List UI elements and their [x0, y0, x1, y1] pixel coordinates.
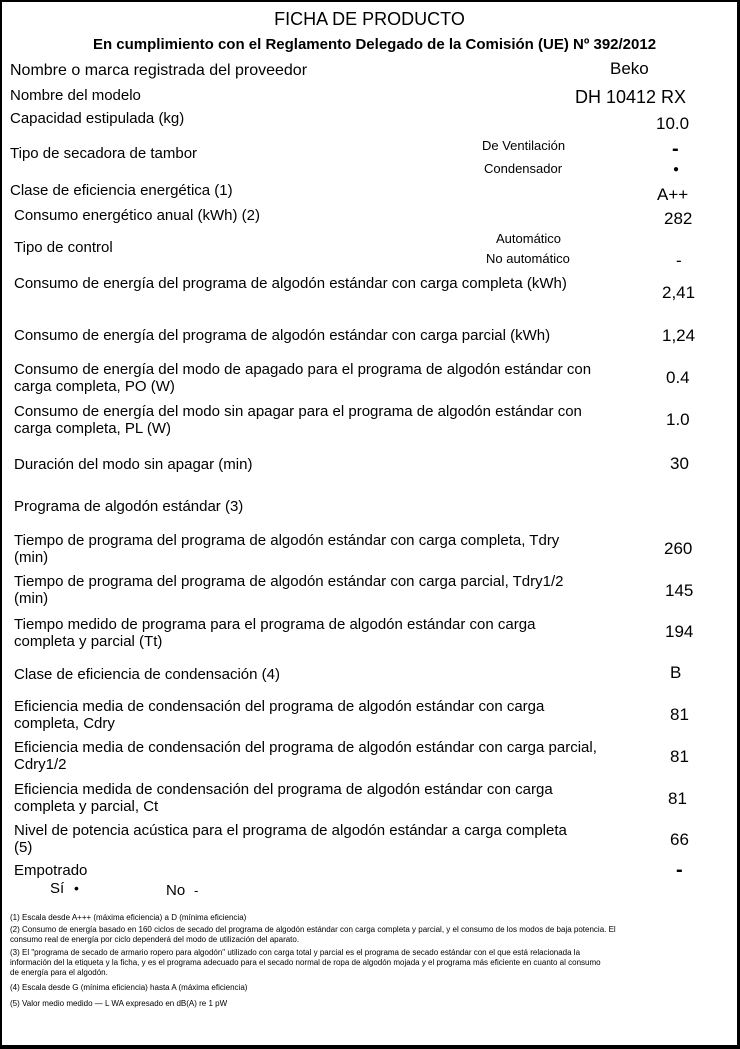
built-in-value: -	[676, 859, 683, 881]
tt-label: Tiempo medido de programa para el programa de algodón estándar con carga completa y parcial (Tt)	[14, 616, 536, 650]
non-automatic-option-value: -	[676, 251, 682, 270]
automatic-option-label: Automático	[496, 231, 562, 246]
cdry-half-label: Eficiencia media de condensación del programa de algodón estándar con carga parcial, Cdry1/2	[14, 739, 597, 773]
left-on-mode-value: 1.0	[666, 410, 690, 429]
footnote-2: (2) Consumo de energía basado en 160 ciclos de secado del programa de algodón estándar con carga completa y parcial, y el consumo de los modos de baja potencia. El consumo real de energía por ciclo dependerá del modo de utilización del aparato.	[10, 925, 616, 944]
cdry-label: Eficiencia media de condensación del programa de algodón estándar con carga completa, Cdry	[14, 698, 545, 732]
cdry-half-value: 81	[670, 747, 689, 766]
non-automatic-option-label: No automático	[486, 251, 570, 266]
model-value: DH 10412 RX	[575, 87, 687, 107]
supplier-value: Beko	[610, 59, 649, 78]
supplier-label: Nombre o marca registrada del proveedor	[10, 62, 308, 79]
ct-label: Eficiencia medida de condensación del programa de algodón estándar con carga completa y parcial, Ct	[14, 781, 553, 815]
sheet-title: FICHA DE PRODUCTO	[274, 9, 465, 29]
condenser-option-label: Condensador	[484, 161, 563, 176]
noise-label: Nivel de potencia acústica para el programa de algodón estándar a carga completa (5)	[14, 822, 567, 856]
ct-value: 81	[668, 789, 687, 808]
standard-program-label: Programa de algodón estándar (3)	[14, 498, 244, 515]
partial-load-energy-label: Consumo de energía del programa de algodón estándar con carga parcial (kWh)	[14, 327, 551, 344]
built-in-yes-label: Sí	[50, 880, 65, 897]
regulation-subtitle: En cumplimiento con el Reglamento Delegado de la Comisión (UE) Nº 392/2012	[92, 36, 657, 53]
off-mode-label: Consumo de energía del modo de apagado para el programa de algodón estándar con carga completa, PO (W)	[14, 361, 592, 395]
full-load-energy-label: Consumo de energía del programa de algodón estándar con carga completa (kWh)	[14, 275, 567, 292]
cdry-value: 81	[670, 705, 689, 724]
model-label: Nombre del modelo	[10, 87, 141, 104]
built-in-label: Empotrado	[14, 862, 88, 879]
annual-consumption-value: 282	[664, 209, 693, 228]
tdry-half-label: Tiempo de programa del programa de algodón estándar con carga parcial, Tdry1/2 (min)	[14, 573, 564, 607]
capacity-value: 10.0	[656, 114, 690, 133]
noise-value: 66	[670, 830, 689, 849]
built-in-yes-mark: •	[74, 880, 79, 896]
dryer-type-label: Tipo de secadora de tambor	[10, 145, 198, 162]
annual-consumption-label: Consumo energético anual (kWh) (2)	[14, 207, 260, 224]
built-in-no-mark: -	[194, 883, 199, 898]
partial-load-energy-value: 1,24	[662, 326, 696, 345]
energy-class-value: A++	[657, 185, 689, 204]
left-on-duration-label: Duración del modo sin apagar (min)	[14, 456, 253, 473]
condensation-class-value: B	[670, 663, 682, 682]
condenser-option-value: ●	[673, 164, 680, 175]
condensation-class-label: Clase de eficiencia de condensación (4)	[14, 666, 280, 683]
footnote-3: (3) El "programa de secado de armario ropero para algodón" utilizado con carga total y parcial es el programa de secado estándar con el que está relacionada la información del la etiqueta y la ficha, y es el programa adecuado para el secado normal de ropa de algodón mojada y el programa más eficiente en cuanto al consumo de energía para el algodón.	[10, 948, 601, 977]
footnote-1: (1) Escala desde A+++ (máxima eficiencia) a D (mínima eficiencia)	[10, 913, 247, 922]
footnote-4: (4) Escala desde G (mínima eficiencia) hasta A (máxima eficiencia)	[10, 983, 248, 992]
tdry-label: Tiempo de programa del programa de algodón estándar con carga completa, Tdry (min)	[14, 532, 560, 566]
left-on-duration-value: 30	[670, 454, 689, 473]
capacity-label: Capacidad estipulada (kg)	[10, 110, 185, 127]
tdry-value: 260	[664, 539, 693, 558]
full-load-energy-value: 2,41	[662, 283, 696, 302]
product-sheet	[2, 2, 737, 1045]
tdry-half-value: 145	[665, 581, 694, 600]
control-type-label: Tipo de control	[14, 239, 113, 256]
vented-option-value: -	[672, 138, 679, 160]
built-in-no-label: No	[166, 882, 186, 899]
left-on-mode-label: Consumo de energía del modo sin apagar para el programa de algodón estándar con carga completa, PL (W)	[14, 403, 582, 437]
footnote-5: (5) Valor medio medido — L WA expresado en dB(A) re 1 pW	[10, 999, 228, 1008]
energy-class-label: Clase de eficiencia energética (1)	[10, 182, 233, 199]
vented-option-label: De Ventilación	[482, 138, 566, 153]
off-mode-value: 0.4	[666, 368, 690, 387]
tt-value: 194	[665, 622, 694, 641]
